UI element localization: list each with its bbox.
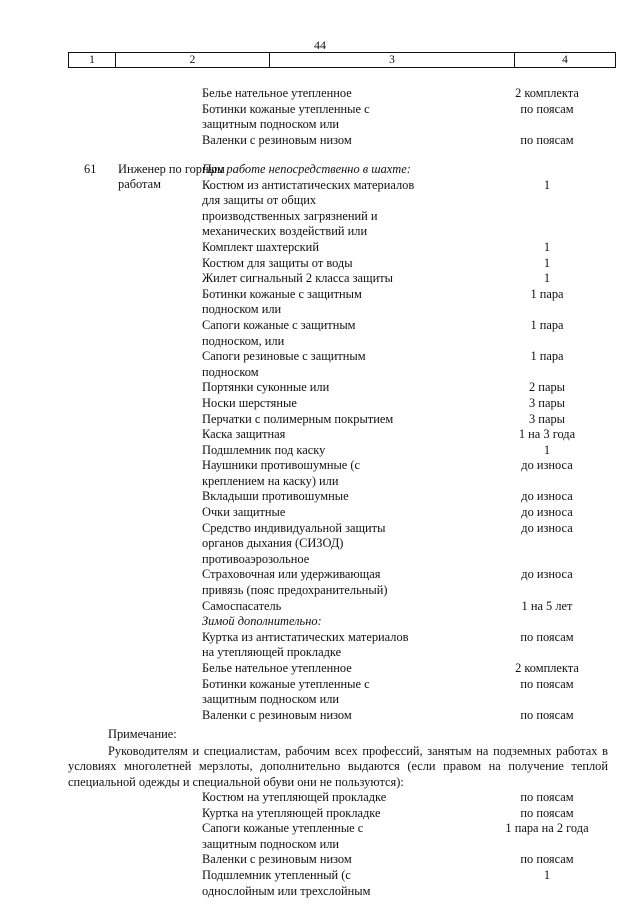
- table-row: [0, 599, 640, 614]
- table-row: [0, 505, 640, 520]
- item-quantity: по поясам: [520, 707, 574, 722]
- table-row: [0, 349, 640, 364]
- item-quantity: 1: [543, 271, 551, 286]
- table-row: [0, 224, 640, 239]
- profession-line-2: работам: [118, 177, 161, 192]
- item-name: защитным подноском или: [202, 836, 340, 851]
- item-quantity: [447, 614, 627, 629]
- table-header: [68, 52, 616, 68]
- item-name: Сапоги резиновые с защитным: [202, 349, 366, 364]
- item-name: Костюм для защиты от воды: [202, 255, 353, 270]
- item-name: Комплект шахтерский: [202, 239, 319, 254]
- item-quantity: по поясам: [520, 629, 574, 644]
- header-col-2: 2: [116, 53, 270, 67]
- item-name: Ботинки кожаные с защитным: [202, 286, 362, 301]
- item-quantity: [447, 474, 627, 489]
- table-row: [0, 334, 640, 349]
- item-name: Куртка из антистатических материалов: [202, 629, 409, 644]
- header-col-3: 3: [270, 53, 515, 67]
- table-row: [0, 86, 640, 101]
- item-name: Наушники противошумные (с: [202, 458, 361, 473]
- item-quantity: 3 пары: [529, 395, 565, 410]
- entry-number: 61: [84, 162, 97, 176]
- item-name: Зимой дополнительно:: [202, 614, 322, 629]
- table-row: [0, 396, 640, 411]
- item-name: Подшлемник под каску: [202, 442, 326, 457]
- table-row: [0, 868, 640, 883]
- table-row: [0, 661, 640, 676]
- note-text: Руководителям и специалистам, рабочим всех профессий, занятым на подземных работах в условиях многолетней мерзлоты, дополнительно выдаются (если правом на получение теплой специальной одежды и специальной обуви они не пользуются):: [68, 744, 608, 789]
- table-row: [0, 365, 640, 380]
- item-name: Перчатки с полимерным покрытием: [202, 411, 394, 426]
- table-row: [0, 474, 640, 489]
- item-quantity: по поясам: [520, 790, 574, 804]
- item-quantity: 1 пара: [530, 317, 564, 332]
- item-quantity: 2 комплекта: [515, 86, 579, 100]
- item-quantity: до износа: [521, 520, 573, 535]
- table-row: [0, 790, 640, 805]
- item-name: креплением на каску) или: [202, 473, 339, 488]
- table-row: [0, 821, 640, 836]
- table-row: [0, 209, 640, 224]
- item-name: защитным подноском или: [202, 117, 340, 132]
- item-quantity: 1: [543, 177, 551, 192]
- profession-line-1: Инженер по горным: [118, 162, 225, 176]
- item-name: Ботинки кожаные утепленные с: [202, 676, 370, 691]
- table-row: [0, 806, 640, 821]
- item-quantity: [447, 884, 627, 899]
- item-quantity: [447, 209, 627, 224]
- item-quantity: до износа: [521, 505, 573, 520]
- item-quantity: по поясам: [520, 101, 574, 116]
- item-name: для защиты от общих: [202, 193, 317, 208]
- table-row: [0, 102, 640, 117]
- item-list-2: [0, 162, 640, 723]
- item-quantity: до износа: [521, 489, 573, 504]
- table-row: [0, 567, 640, 582]
- item-name: Сапоги кожаные утепленные с: [202, 821, 364, 836]
- header-col-4: 4: [562, 54, 568, 66]
- table-row: [0, 380, 640, 395]
- table-row: [0, 133, 640, 148]
- item-name: Белье нательное утепленное: [202, 86, 352, 100]
- item-name: Жилет сигнальный 2 класса защиты: [202, 271, 393, 286]
- item-name: привязь (пояс предохранительный): [202, 583, 388, 598]
- item-quantity: [447, 224, 627, 239]
- item-name: защитным подноском или: [202, 692, 340, 707]
- item-quantity: [447, 365, 627, 380]
- item-name: механических воздействий или: [202, 224, 368, 239]
- table-row: [0, 630, 640, 645]
- table-row: [0, 458, 640, 473]
- item-name: Средство индивидуальной защиты: [202, 520, 386, 535]
- item-quantity: 1 на 3 года: [518, 427, 576, 442]
- item-quantity: до износа: [521, 567, 573, 582]
- item-quantity: [447, 692, 627, 707]
- table-row: [0, 837, 640, 852]
- table-row: [0, 552, 640, 567]
- table-row: [0, 583, 640, 598]
- table-row: [0, 271, 640, 286]
- item-name: Сапоги кожаные с защитным: [202, 317, 356, 332]
- item-name: Самоспасатель: [202, 598, 282, 613]
- item-name: Очки защитные: [202, 505, 286, 520]
- item-quantity: [447, 583, 627, 598]
- table-row: [0, 256, 640, 271]
- item-name: Куртка на утепляющей прокладке: [202, 805, 381, 820]
- item-quantity: 1: [543, 442, 551, 457]
- item-name: Носки шерстяные: [202, 395, 297, 410]
- item-name: Костюм из антистатических материалов: [202, 177, 415, 192]
- item-name: Костюм на утепляющей прокладке: [202, 790, 387, 804]
- item-quantity: [447, 552, 627, 567]
- table-row: [0, 536, 640, 551]
- item-quantity: 2 комплекта: [515, 661, 579, 675]
- item-list-1: [0, 86, 640, 148]
- item-quantity: [447, 645, 627, 660]
- item-quantity: [447, 536, 627, 551]
- item-name: Вкладыши противошумные: [202, 489, 349, 504]
- table-row: [0, 193, 640, 208]
- item-quantity: 1: [543, 867, 551, 882]
- table-row: [0, 178, 640, 193]
- table-row: [0, 692, 640, 707]
- table-row: [0, 443, 640, 458]
- item-name: Валенки с резиновым низом: [202, 852, 352, 867]
- item-quantity: по поясам: [520, 132, 574, 147]
- item-name: противоаэрозольное: [202, 551, 310, 566]
- note-title: Примечание:: [108, 727, 177, 741]
- item-quantity: [447, 334, 627, 349]
- table-row: [0, 427, 640, 442]
- table-row: [0, 489, 640, 504]
- item-name: Валенки с резиновым низом: [202, 707, 352, 722]
- item-quantity: 1 пара на 2 года: [505, 821, 589, 836]
- item-quantity: по поясам: [520, 676, 574, 691]
- table-row: [0, 412, 640, 427]
- item-quantity: [447, 162, 627, 177]
- item-quantity: 1: [543, 255, 551, 270]
- item-name: При работе непосредственно в шахте:: [202, 162, 411, 176]
- item-quantity: по поясам: [520, 852, 574, 867]
- table-row: [0, 677, 640, 692]
- item-quantity: [447, 302, 627, 317]
- item-quantity: 2 пары: [529, 380, 565, 395]
- item-name: Портянки суконные или: [202, 380, 330, 395]
- item-name: Валенки с резиновым низом: [202, 132, 352, 147]
- item-name: Страховочная или удерживающая: [202, 567, 381, 582]
- item-name: Подшлемник утепленный (с: [202, 867, 351, 882]
- item-name: органов дыхания (СИЗОД): [202, 536, 344, 551]
- item-quantity: 1 пара: [530, 349, 564, 364]
- table-row: [0, 162, 640, 177]
- table-row: [0, 884, 640, 899]
- table-row: [0, 614, 640, 629]
- item-name: на утепляющей прокладке: [202, 645, 342, 660]
- item-quantity: [447, 117, 627, 132]
- item-list-3: [0, 790, 640, 899]
- item-quantity: до износа: [521, 458, 573, 473]
- table-row: [0, 318, 640, 333]
- table-row: [0, 521, 640, 536]
- item-name: подноском или: [202, 302, 282, 317]
- item-quantity: 1 на 5 лет: [521, 598, 573, 613]
- item-quantity: [447, 193, 627, 208]
- item-name: однослойным или трехслойным: [202, 883, 371, 898]
- item-quantity: 1 пара: [530, 286, 564, 301]
- header-col-1: 1: [69, 53, 116, 67]
- item-name: подноском: [202, 364, 259, 379]
- table-row: [0, 645, 640, 660]
- item-quantity: 1: [543, 239, 551, 254]
- table-row: [0, 240, 640, 255]
- table-row: [0, 117, 640, 132]
- item-name: Белье нательное утепленное: [202, 661, 352, 675]
- table-row: [0, 852, 640, 867]
- item-quantity: по поясам: [520, 805, 574, 820]
- item-quantity: [447, 837, 627, 852]
- item-name: производственных загрязнений и: [202, 208, 378, 223]
- item-quantity: 3 пары: [529, 411, 565, 426]
- item-name: Каска защитная: [202, 427, 286, 442]
- table-row: [0, 708, 640, 723]
- item-name: Ботинки кожаные утепленные с: [202, 101, 370, 116]
- table-row: [0, 287, 640, 302]
- page-number: 44: [314, 38, 326, 52]
- item-name: подноском, или: [202, 333, 285, 348]
- table-row: [0, 302, 640, 317]
